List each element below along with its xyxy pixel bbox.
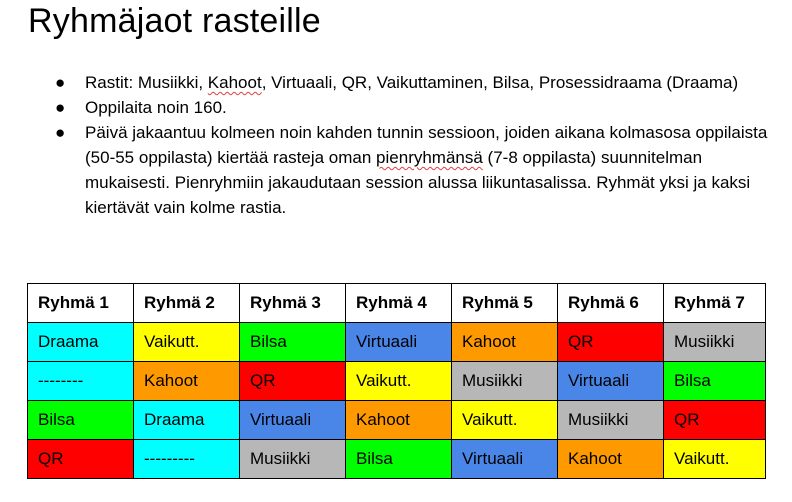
table-cell: Virtuaali [346, 323, 452, 362]
table-cell: Kahoot [346, 401, 452, 440]
spellcheck-word: pienryhmänsä [376, 148, 483, 167]
bullet-text: Rastit: Musiikki, [85, 73, 208, 92]
table-cell: Vaikutt. [134, 323, 240, 362]
page-title: Ryhmäjaot rasteille [28, 2, 321, 40]
table-cell: Kahoot [134, 362, 240, 401]
header-group-7: Ryhmä 7 [664, 284, 766, 323]
table-row [28, 362, 766, 401]
table-cell: Musiikki [452, 362, 558, 401]
table-row [28, 440, 766, 479]
table-cell: Kahoot [558, 440, 664, 479]
bullet-text: Päivä jakaantuu kolmeen noin kahden tunnin sessioon, joiden aikana kolmasosa oppilaista (50-55 oppilasta) kiertää rasteja oman [85, 123, 768, 167]
table-cell: Draama [134, 401, 240, 440]
header-group-2: Ryhmä 2 [134, 284, 240, 323]
table-cell: Vaikutt. [664, 440, 766, 479]
table-row [28, 323, 766, 362]
table-cell: Musiikki [240, 440, 346, 479]
table-cell: Bilsa [28, 401, 134, 440]
table-row [28, 401, 766, 440]
table-cell: --------- [134, 440, 240, 479]
table-cell: QR [28, 440, 134, 479]
bullet-list [54, 70, 774, 220]
spellcheck-word: Kahoot [207, 73, 262, 92]
table-cell: Bilsa [240, 323, 346, 362]
bullet-icon: ● [55, 73, 66, 92]
table-cell: Virtuaali [452, 440, 558, 479]
table-cell: Musiikki [558, 401, 664, 440]
table-cell: Musiikki [664, 323, 766, 362]
header-group-3: Ryhmä 3 [240, 284, 346, 323]
bullet-item-stations [54, 70, 774, 95]
header-group-1: Ryhmä 1 [28, 284, 134, 323]
header-group-5: Ryhmä 5 [452, 284, 558, 323]
table-cell: -------- [28, 362, 134, 401]
table-header-row [28, 284, 766, 323]
table-cell: QR [558, 323, 664, 362]
bullet-text: Oppilaita noin 160. [85, 98, 227, 117]
bullet-text: , Virtuaali, QR, Vaikuttaminen, Bilsa, Prosessidraama (Draama) [261, 73, 739, 92]
table-cell: Vaikutt. [452, 401, 558, 440]
table-cell: Virtuaali [558, 362, 664, 401]
header-group-4: Ryhmä 4 [346, 284, 452, 323]
table-cell: Bilsa [346, 440, 452, 479]
bullet-item-sessions [54, 120, 774, 220]
table-cell: Kahoot [452, 323, 558, 362]
group-rotation-table [27, 283, 766, 479]
table-cell: Bilsa [664, 362, 766, 401]
bullet-icon: ● [55, 98, 66, 117]
table-cell: Vaikutt. [346, 362, 452, 401]
table-cell: Virtuaali [240, 401, 346, 440]
bullet-item-students [54, 95, 774, 120]
header-group-6: Ryhmä 6 [558, 284, 664, 323]
table-cell: QR [664, 401, 766, 440]
bullet-icon: ● [55, 123, 66, 142]
table-cell: Draama [28, 323, 134, 362]
bullet-text: (7-8 oppilasta) suunnitelman mukaisesti. Pienryhmiin jakaudutaan session alussa liikuntasalissa. Ryhmät yksi ja kaksi kiertävät vain kolme rastia. [85, 148, 751, 217]
table-cell: QR [240, 362, 346, 401]
